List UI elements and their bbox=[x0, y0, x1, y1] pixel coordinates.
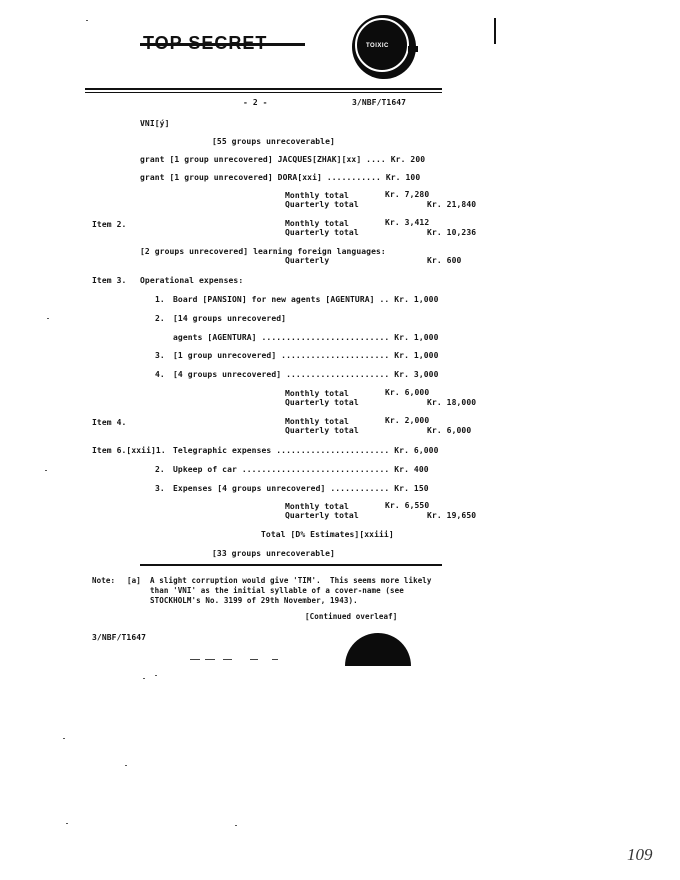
scan-artifact bbox=[250, 659, 258, 660]
scan-artifact bbox=[223, 659, 232, 660]
list-number: 3. bbox=[155, 484, 165, 493]
monthly-total-label: Monthly total bbox=[285, 389, 349, 398]
expense-line: agents [AGENTURA] .......................... Kr. 1,000 bbox=[173, 333, 439, 342]
language-line: [2 groups unrecovered] learning foreign languages: bbox=[140, 247, 386, 256]
scan-speck bbox=[45, 470, 47, 471]
monthly-total-value: Kr. 7,280 bbox=[385, 190, 430, 199]
scan-artifact bbox=[272, 659, 278, 660]
scan-speck bbox=[66, 823, 68, 824]
quarterly-total-label: Quarterly total bbox=[285, 398, 359, 407]
monthly-total-label: Monthly total bbox=[285, 502, 349, 511]
scan-speck bbox=[235, 825, 237, 826]
item-label: Item 2. bbox=[92, 220, 127, 229]
quarterly-total-label: Quarterly total bbox=[285, 228, 359, 237]
classification-strikethrough bbox=[140, 43, 305, 46]
note-text-line: than 'VNI' as the initial syllable of a cover-name (see bbox=[150, 586, 404, 595]
section-heading: Operational expenses: bbox=[140, 276, 244, 285]
handwritten-page-number: 109 bbox=[627, 845, 653, 864]
expense-line: [1 group unrecovered] ...................... Kr. 1,000 bbox=[173, 351, 439, 360]
expense-line: Expenses [4 groups unrecovered] ............ Kr. 150 bbox=[173, 484, 429, 493]
note-label: Note: bbox=[92, 576, 116, 585]
item-label: Item 4. bbox=[92, 418, 127, 427]
monthly-total-value: Kr. 2,000 bbox=[385, 416, 430, 425]
quarterly-total-value: Kr. 18,000 bbox=[427, 398, 477, 407]
note-text-line: A slight corruption would give 'TIM'. This seems more likely bbox=[150, 576, 432, 585]
quarterly-total-label: Quarterly total bbox=[285, 426, 359, 435]
footer-reference: 3/NBF/T1647 bbox=[92, 633, 147, 642]
expense-line: [4 groups unrecovered] ..................... Kr. 3,000 bbox=[173, 370, 439, 379]
grant-line-1: grant [1 group unrecovered] JACQUES[ZHAK][xx] .... Kr. 200 bbox=[140, 155, 426, 164]
monthly-total-value: Kr. 6,550 bbox=[385, 501, 430, 510]
scan-speck bbox=[155, 675, 157, 676]
cover-name-line: VNI[ý] bbox=[140, 119, 170, 128]
seal-text: TOIXIC bbox=[366, 43, 389, 49]
expense-line: [14 groups unrecovered] bbox=[173, 314, 287, 323]
scan-artifact bbox=[205, 659, 215, 660]
scan-speck bbox=[63, 738, 65, 739]
scan-speck bbox=[125, 765, 127, 766]
list-number: 4. bbox=[155, 370, 165, 379]
quarterly-total-label: Quarterly total bbox=[285, 200, 359, 209]
header-rule-bottom bbox=[85, 92, 442, 93]
grand-total-line: Total [D% Estimates][xxiii] bbox=[261, 530, 394, 539]
group-note: [55 groups unrecoverable] bbox=[212, 137, 335, 146]
margin-mark bbox=[494, 18, 496, 44]
quarterly-total-label: Quarterly total bbox=[285, 511, 359, 520]
scan-speck bbox=[143, 678, 145, 679]
quarterly-total-value: Kr. 6,000 bbox=[427, 426, 472, 435]
expense-line: Board [PANSION] for new agents [AGENTURA] .. Kr. 1,000 bbox=[173, 295, 439, 304]
quarterly-value: Kr. 600 bbox=[427, 256, 462, 265]
monthly-total-value: Kr. 6,000 bbox=[385, 388, 430, 397]
monthly-total-label: Monthly total bbox=[285, 417, 349, 426]
quarterly-total-value: Kr. 19,650 bbox=[427, 511, 477, 520]
scan-artifact bbox=[190, 659, 200, 660]
section-rule bbox=[140, 564, 442, 566]
list-number: 2. bbox=[155, 314, 165, 323]
list-number: 1. bbox=[155, 295, 165, 304]
monthly-total-label: Monthly total bbox=[285, 191, 349, 200]
page-marker: - 2 - bbox=[243, 98, 268, 107]
list-number: 3. bbox=[155, 351, 165, 360]
note-ref: [a] bbox=[127, 576, 141, 585]
note-text-line: STOCKHOLM's No. 3199 of 29th November, 1943). bbox=[150, 596, 358, 605]
quarterly-label: Quarterly bbox=[285, 256, 330, 265]
item-label: Item 3. bbox=[92, 276, 127, 285]
scan-speck bbox=[47, 318, 49, 319]
monthly-total-label: Monthly total bbox=[285, 219, 349, 228]
continued-overleaf: [Continued overleaf] bbox=[305, 612, 398, 621]
group-note: [33 groups unrecoverable] bbox=[212, 549, 335, 558]
grant-line-2: grant [1 group unrecovered] DORA[xxi] ........... Kr. 100 bbox=[140, 173, 421, 182]
document-reference: 3/NBF/T1647 bbox=[352, 98, 407, 107]
quarterly-total-value: Kr. 10,236 bbox=[427, 228, 477, 237]
monthly-total-value: Kr. 3,412 bbox=[385, 218, 430, 227]
item-label: Item 6.[xxii]1. bbox=[92, 446, 166, 455]
seal-notch bbox=[408, 46, 418, 52]
seal-stamp-partial bbox=[345, 633, 411, 666]
list-number: 2. bbox=[155, 465, 165, 474]
expense-line: Upkeep of car .............................. Kr. 400 bbox=[173, 465, 429, 474]
expense-line: Telegraphic expenses ....................... Kr. 6,000 bbox=[173, 446, 439, 455]
scan-speck bbox=[86, 20, 88, 21]
quarterly-total-value: Kr. 21,840 bbox=[427, 200, 477, 209]
header-rule-top bbox=[85, 88, 442, 90]
